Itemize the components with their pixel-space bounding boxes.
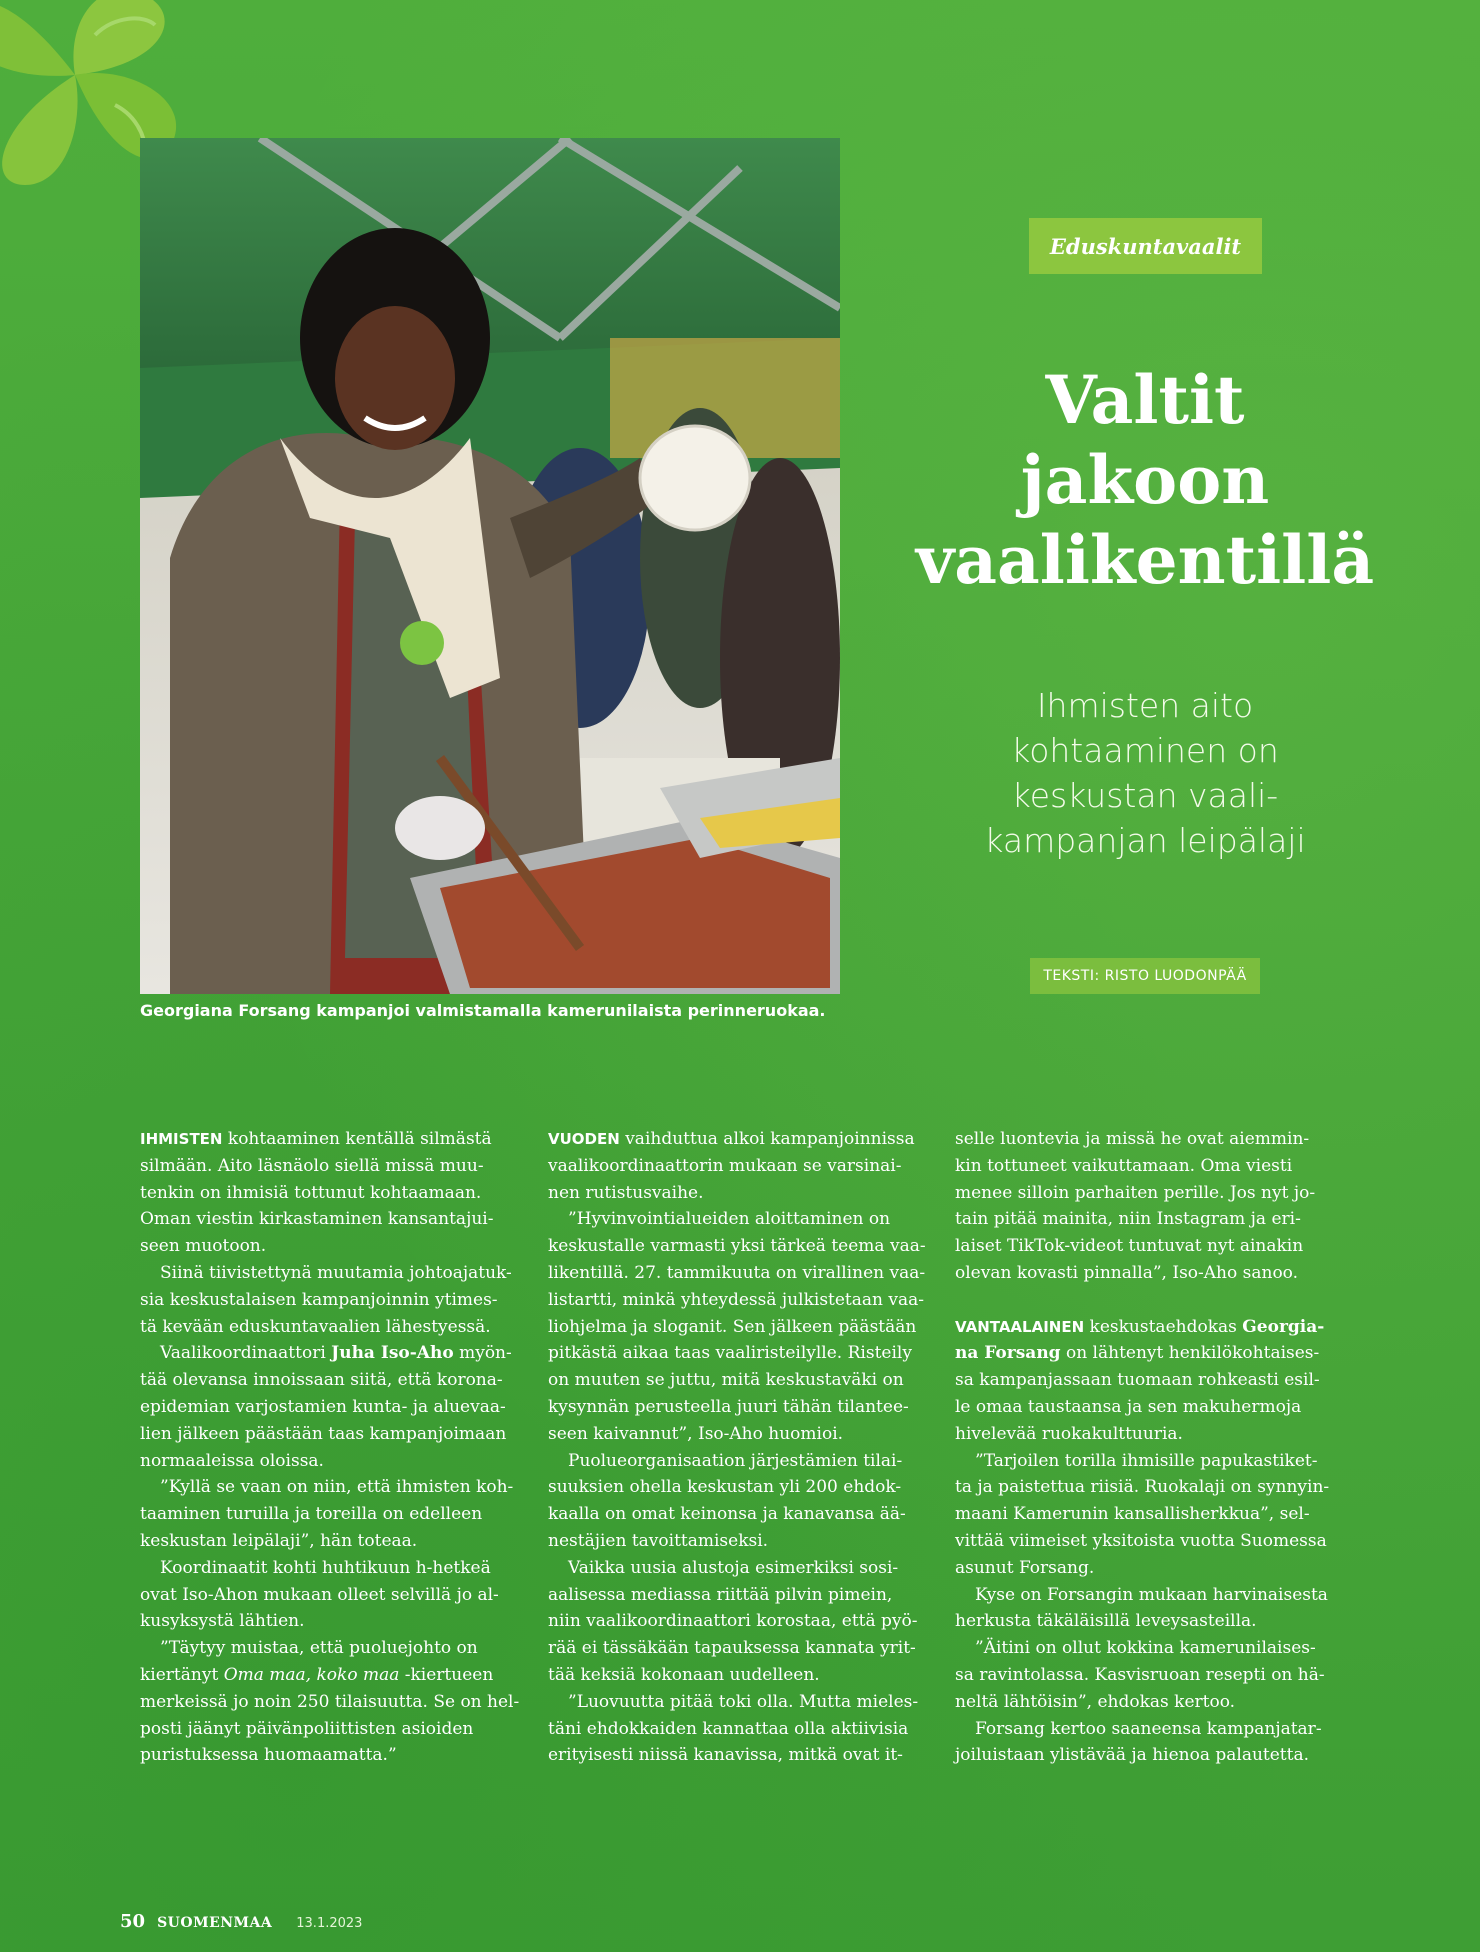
body-text-line: ovat Iso-Ahon mukaan olleet selvillä jo al-	[140, 1584, 499, 1605]
body-text-line: pitkästä aikaa taas vaaliristeilylle. Risteily	[548, 1343, 912, 1364]
page-footer	[120, 1911, 362, 1932]
body-text-line: on muuten se juttu, mitä keskustaväki on	[548, 1370, 904, 1391]
body-text-line: merkeissä jo noin 250 tilaisuutta. Se on hel-	[140, 1691, 520, 1712]
body-column-2	[548, 1126, 926, 1769]
body-text-line: keskustan leipälaji”, hän toteaa.	[140, 1530, 418, 1551]
body-text-line: kin tottuneet vaikuttamaan. Oma viesti	[955, 1155, 1293, 1176]
body-text-line: IHMISTEN kohtaaminen kentällä silmästä	[140, 1129, 492, 1149]
body-text-line: na Forsang on lähtenyt henkilökohtaises-	[955, 1343, 1320, 1364]
body-text-line: keskustalle varmasti yksi tärkeä teema vaa-	[548, 1236, 926, 1257]
body-text-line: Koordinaatit kohti huhtikuun h-hetkeä	[160, 1557, 491, 1578]
body-text-line: lien jälkeen päästään taas kampanjoimaan	[140, 1423, 507, 1444]
body-text-line: ”Hyvinvointialueiden aloittaminen on	[568, 1209, 891, 1230]
body-text-line: joiluistaan ylistävää ja hienoa palautetta.	[955, 1745, 1310, 1766]
photo-illustration	[140, 138, 840, 994]
headline	[900, 360, 1390, 600]
body-text-line: tää olevansa innoissaan siitä, että korona-	[140, 1370, 503, 1391]
body-text-line: kusyksystä lähtien.	[140, 1611, 305, 1632]
deck-line: kampanjan leipälaji	[984, 821, 1306, 860]
body-column-3	[955, 1126, 1330, 1769]
body-text-line: sa kampanjassaan tuomaan rohkeasti esil-	[955, 1370, 1320, 1391]
body-text-line: herkusta täkäläisillä leveysasteilla.	[955, 1611, 1257, 1632]
campaign-photo	[140, 138, 840, 994]
body-text-line: Forsang kertoo saaneensa kampanjatar-	[975, 1718, 1322, 1739]
body-column-1	[140, 1126, 520, 1769]
body-text-line: erityisesti niissä kanavissa, mitkä ovat it-	[548, 1745, 903, 1766]
body-text-line: neltä lähtöisin”, ehdokas kertoo.	[955, 1691, 1236, 1712]
deck-line: Ihmisten aito	[1036, 686, 1254, 725]
body-text-line: täni ehdokkaiden kannattaa olla aktiivisia	[548, 1718, 909, 1739]
body-text-line: le omaa taustaansa ja sen makuhermoja	[955, 1396, 1302, 1417]
deck-line: kohtaaminen on	[1011, 731, 1279, 770]
body-text-line: Kyse on Forsangin mukaan harvinaisesta	[975, 1584, 1328, 1605]
byline: TEKSTI: RISTO LUODONPÄÄ	[1030, 958, 1260, 994]
body-text-line: laiset TikTok-videot tuntuvat nyt ainakin	[955, 1236, 1304, 1257]
photo-caption: Georgiana Forsang kampanjoi valmistamalla kamerunilaista perinneruokaa.	[140, 1001, 826, 1020]
paragraph-gap	[955, 1287, 1330, 1314]
issue-date: 13.1.2023	[296, 1916, 363, 1931]
body-text-line: kysynnän perusteella juuri tähän tilantee-	[548, 1396, 909, 1417]
body-text-line: ”Kyllä se vaan on niin, että ihmisten koh-	[160, 1477, 514, 1498]
page-number: 50	[120, 1911, 146, 1932]
body-text-line: maani Kamerunin kansallisherkkua”, sel-	[955, 1504, 1310, 1525]
body-text-line: kiertänyt Oma maa, koko maa -kiertueen	[140, 1664, 494, 1685]
body-text-line: hivelevää ruokakulttuuria.	[955, 1423, 1183, 1444]
body-text-line: tää keksiä kokonaan uudelleen.	[548, 1664, 820, 1685]
headline-line: Valtit	[1045, 361, 1245, 439]
section-tag: Eduskuntavaalit	[1029, 218, 1262, 274]
body-text-line: ”Äitini on ollut kokkina kamerunilaises-	[975, 1638, 1316, 1659]
body-text-line: Oman viestin kirkastaminen kansantajui-	[140, 1209, 494, 1230]
body-text-line: Siinä tiivistettynä muutamia johtoajatuk-	[160, 1262, 512, 1283]
body-text-line: ta ja paistettua riisiä. Ruokalaji on synnyin-	[955, 1477, 1330, 1498]
body-text-line: tenkin on ihmisiä tottunut kohtaamaan.	[140, 1182, 482, 1203]
body-text-line: seen kaivannut”, Iso-Aho huomioi.	[548, 1423, 844, 1444]
body-text-line: epidemian varjostamien kunta- ja aluevaa-	[140, 1396, 506, 1417]
body-text-line: VUODEN vaihduttua alkoi kampanjoinnissa	[548, 1129, 915, 1149]
body-text-line: Vaalikoordinaattori Juha Iso-Aho myön-	[160, 1343, 512, 1364]
body-text-line: olevan kovasti pinnalla”, Iso-Aho sanoo.	[955, 1262, 1299, 1283]
body-text-line: seen muotoon.	[140, 1236, 267, 1257]
body-text-line: puristuksessa huomaamatta.”	[140, 1745, 397, 1766]
body-text-line: ”Luovuutta pitää toki olla. Mutta mieles-	[568, 1691, 919, 1712]
body-text-line: menee silloin parhaiten perille. Jos nyt jo-	[955, 1182, 1316, 1203]
body-text-line: Vaikka uusia alustoja esimerkiksi sosi-	[568, 1557, 899, 1578]
body-text-line: vaalikoordinaattorin mukaan se varsinai-	[548, 1155, 902, 1176]
body-text-line: silmään. Aito läsnäolo siellä missä muu-	[140, 1155, 484, 1176]
body-text-line: likentillä. 27. tammikuuta on virallinen vaa-	[548, 1262, 926, 1283]
body-text-line: sa ravintolassa. Kasvisruoan resepti on hä-	[955, 1664, 1325, 1685]
body-text-line: VANTAALAINEN keskustaehdokas Georgia-	[955, 1316, 1325, 1337]
body-text-line: tä kevään eduskuntavaalien lähestyessä.	[140, 1316, 491, 1337]
body-text-line: asunut Forsang.	[955, 1557, 1095, 1578]
body-text-line: ”Täytyy muistaa, että puoluejohto on	[160, 1638, 478, 1659]
body-text-line: selle luontevia ja missä he ovat aiemmin-	[955, 1129, 1310, 1149]
body-text-line: Puolueorganisaation järjestämien tilai-	[568, 1450, 903, 1471]
body-text-line: kaalla on omat keinonsa ja kanavansa ää-	[548, 1504, 906, 1525]
body-text-line: vittää viimeiset yksitoista vuotta Suomessa	[955, 1530, 1327, 1551]
deck-subtitle	[960, 683, 1330, 863]
body-text-line: niin vaalikoordinaattori korostaa, että pyö-	[548, 1611, 918, 1632]
magazine-name: SUOMENMAA	[157, 1915, 273, 1931]
deck-line: keskustan vaali-	[1011, 776, 1279, 815]
body-text-line: ”Tarjoilen torilla ihmisille papukastiket-	[975, 1450, 1318, 1471]
body-text-line: tain pitää mainita, niin Instagram ja eri-	[955, 1209, 1301, 1230]
body-text-line: rää ei tässäkään tapauksessa kannata yrit-	[548, 1638, 916, 1659]
body-text-line: sia keskustalaisen kampanjoinnin ytimes-	[140, 1289, 498, 1310]
body-text-line: taaminen turuilla ja toreilla on edelleen	[140, 1504, 483, 1525]
headline-line: jakoon	[1020, 441, 1270, 519]
body-text-line: suuksien ohella keskustan yli 200 ehdok-	[548, 1477, 902, 1498]
body-text-line: liohjelma ja sloganit. Sen jälkeen päästään	[548, 1316, 917, 1337]
body-text-line: nen rutistusvaihe.	[548, 1182, 704, 1203]
body-text-line: listartti, minkä yhteydessä julkistetaan vaa-	[548, 1289, 925, 1310]
body-text-line: normaaleissa oloissa.	[140, 1450, 324, 1471]
body-text-line: aalisessa mediassa riittää pilvin pimein,	[548, 1584, 893, 1605]
body-text-line: nestäjien tavoittamiseksi.	[548, 1530, 769, 1551]
body-text-line: posti jäänyt päivänpoliittisten asioiden	[140, 1718, 474, 1739]
headline-line: vaalikentillä	[915, 521, 1375, 599]
